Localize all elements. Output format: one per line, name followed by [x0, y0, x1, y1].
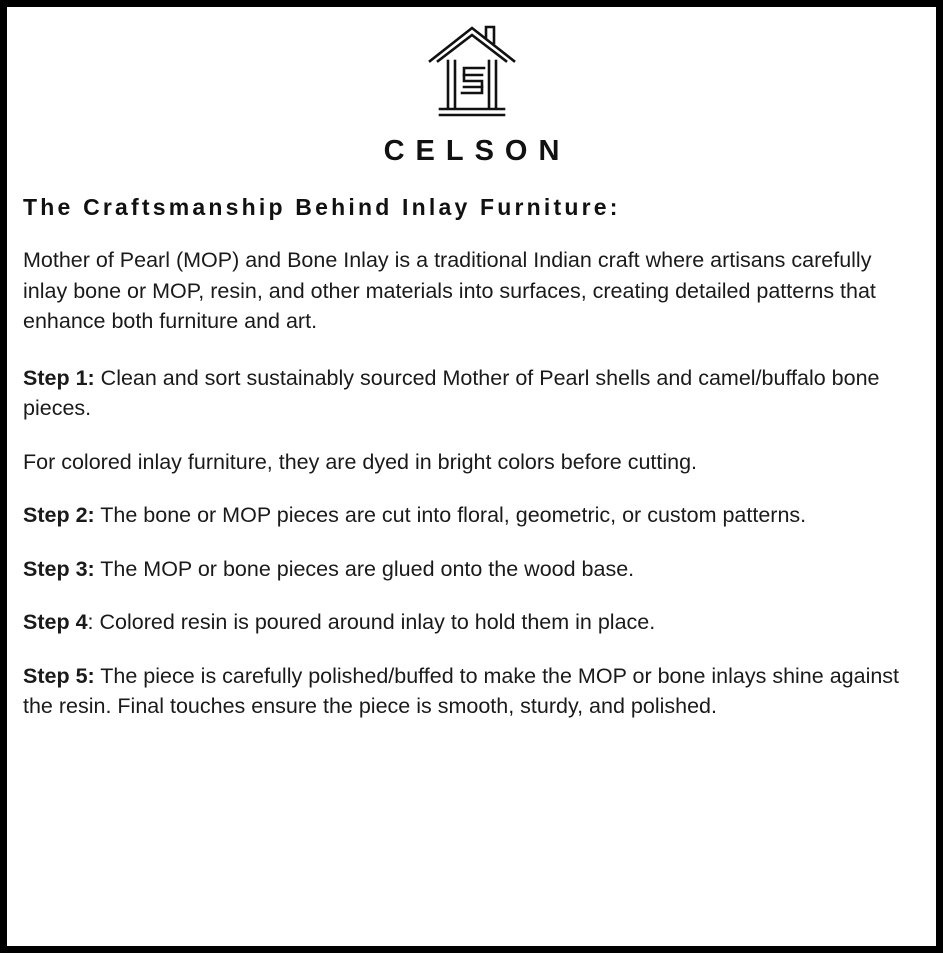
step-text-6: The piece is carefully polished/buffed to make the MOP or bone inlays shine against the resin. Final touches ensure the piece is smooth, sturdy, and polished. [23, 663, 900, 719]
step-paragraph-2 [23, 447, 920, 478]
step-text-1: Clean and sort sustainably sourced Mother of Pearl shells and camel/buffalo bone pieces. [23, 365, 880, 421]
step-text-5: : Colored resin is poured around inlay to hold them in place. [87, 610, 656, 635]
step-paragraph-1 [23, 363, 920, 424]
step-label-4: Step 3: [23, 556, 95, 581]
step-label-1: Step 1: [23, 365, 95, 390]
intro-paragraph: Mother of Pearl (MOP) and Bone Inlay is a traditional Indian craft where artisans carefully inlay bone or MOP, resin, and other materials into surfaces, creating detailed patterns that enhance both furniture and art. [23, 248, 876, 334]
step-label-6: Step 5: [23, 663, 95, 688]
step-text-3: The bone or MOP pieces are cut into floral, geometric, or custom patterns. [94, 503, 807, 528]
step-label-5: Step 4 [23, 610, 88, 635]
step-paragraph-3 [23, 500, 920, 531]
brand-header [23, 17, 920, 168]
step-paragraph-5 [23, 607, 920, 638]
house-with-letter-c-icon [23, 21, 920, 121]
step-paragraph-4 [23, 554, 920, 585]
article-content [23, 245, 920, 722]
document-body [7, 7, 936, 946]
step-text-2: For colored inlay furniture, they are dyed in bright colors before cutting. [23, 449, 698, 474]
brand-name: CELSON [383, 135, 571, 167]
step-paragraph-6 [23, 661, 920, 722]
step-text-4: The MOP or bone pieces are glued onto the wood base. [94, 556, 635, 581]
page-title: The Craftsmanship Behind Inlay Furniture: [23, 194, 621, 220]
step-label-3: Step 2: [23, 503, 95, 528]
